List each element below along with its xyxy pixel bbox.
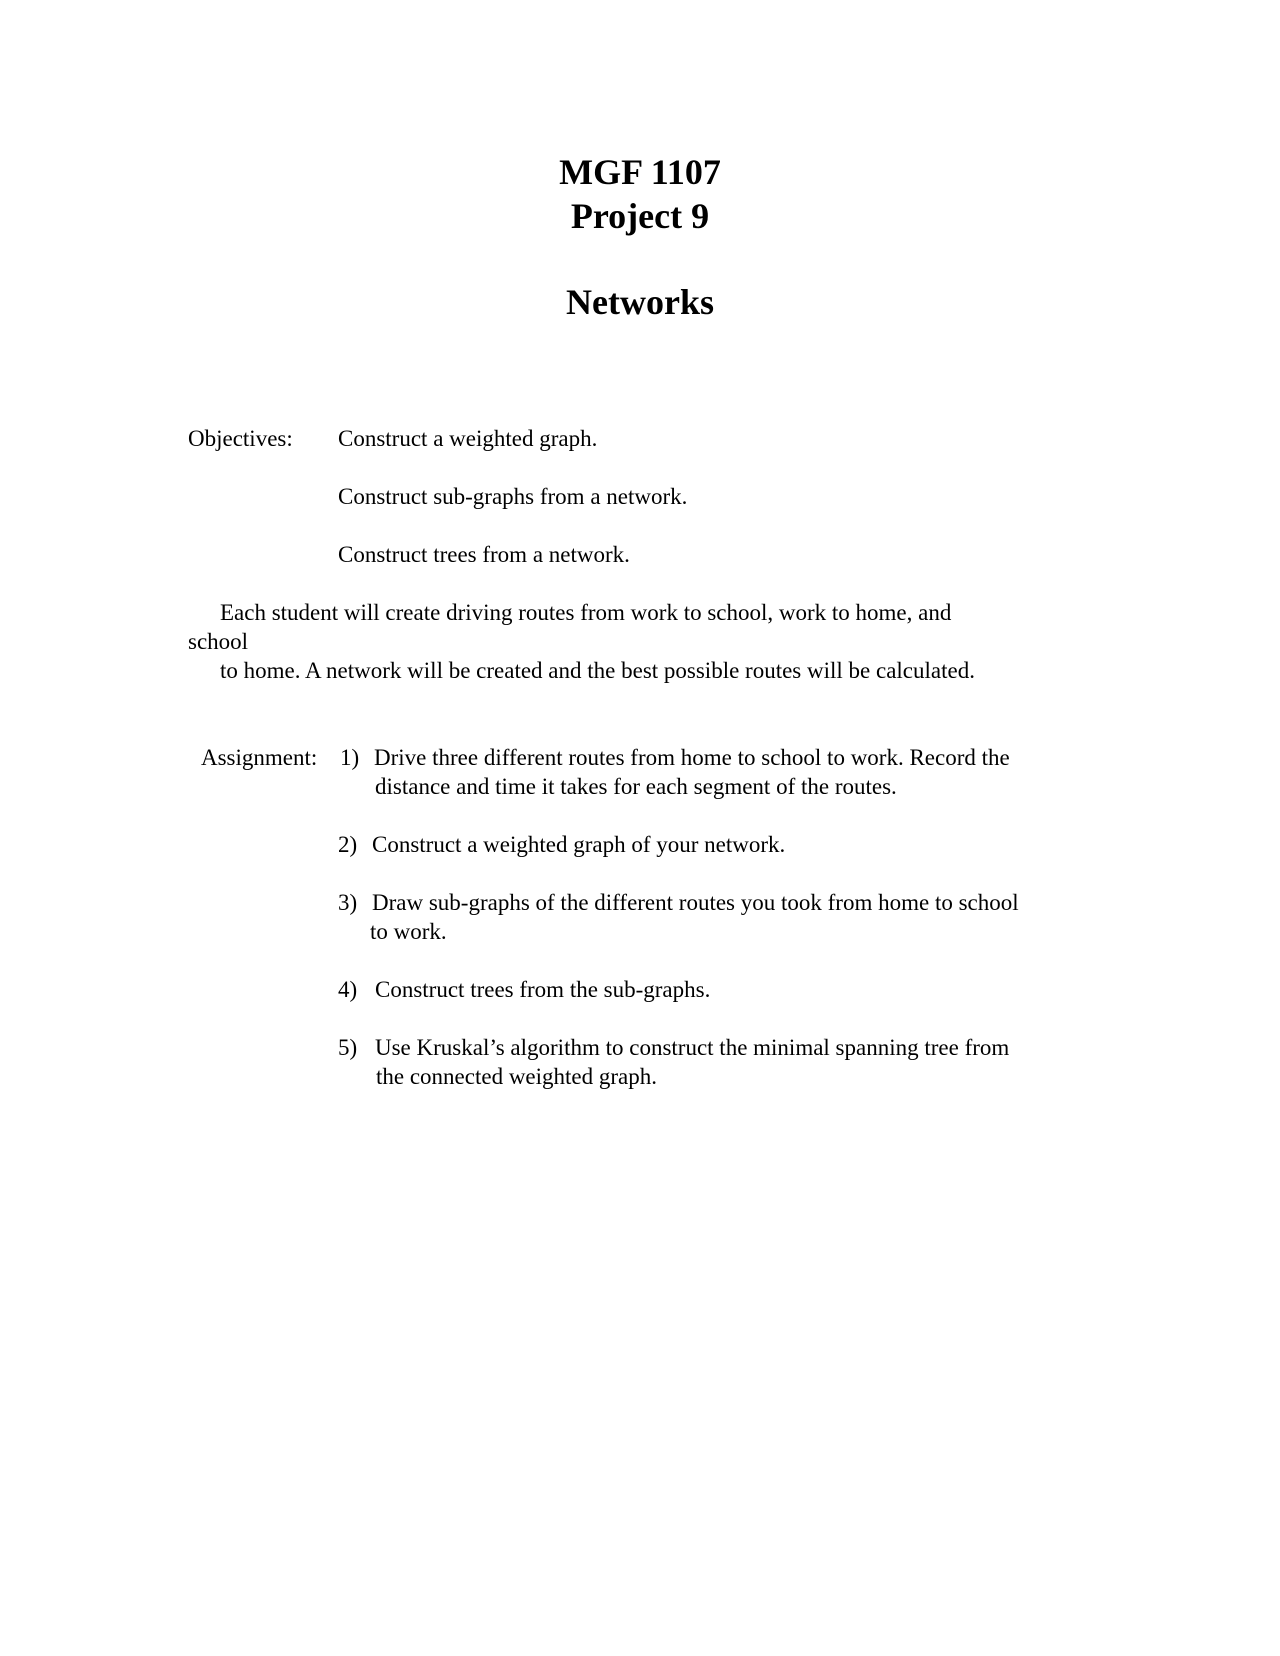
assignment-item-line: Construct trees from the sub-graphs. [375,977,711,1002]
topic-title: Networks [566,282,714,322]
objectives-label: Objectives: [188,426,293,451]
objective-item: Construct trees from a network. [338,542,630,567]
intro-line: Each student will create driving routes from work to school, work to home, and [220,600,952,625]
assignment-item-number: 4) [338,977,358,1002]
assignment-item-line: Draw sub-graphs of the different routes you took from home to school [372,890,1019,915]
objective-item: Construct a weighted graph. [338,426,598,451]
assignment-item-line: the connected weighted graph. [376,1064,657,1089]
course-title: MGF 1107 [559,152,721,192]
assignment-label: Assignment: [201,745,318,770]
assignment-item-number: 2) [338,832,358,857]
assignment-item-number: 3) [338,890,358,915]
assignment-item-line: Construct a weighted graph of your network. [372,832,786,857]
assignment-item-line: Use Kruskal’s algorithm to construct the minimal spanning tree from [375,1035,1010,1060]
intro-line: to home. A network will be created and the best possible routes will be calculated. [220,658,975,683]
assignment-item-number: 1) [340,745,360,770]
objective-item: Construct sub-graphs from a network. [338,484,688,509]
assignment-item-line: distance and time it takes for each segment of the routes. [375,774,897,799]
assignment-item-line: Drive three different routes from home to school to work. Record the [374,745,1010,770]
project-title: Project 9 [570,196,710,236]
assignment-item-line: to work. [370,919,447,944]
assignment-item-number: 5) [338,1035,358,1060]
intro-line: school [188,629,249,654]
